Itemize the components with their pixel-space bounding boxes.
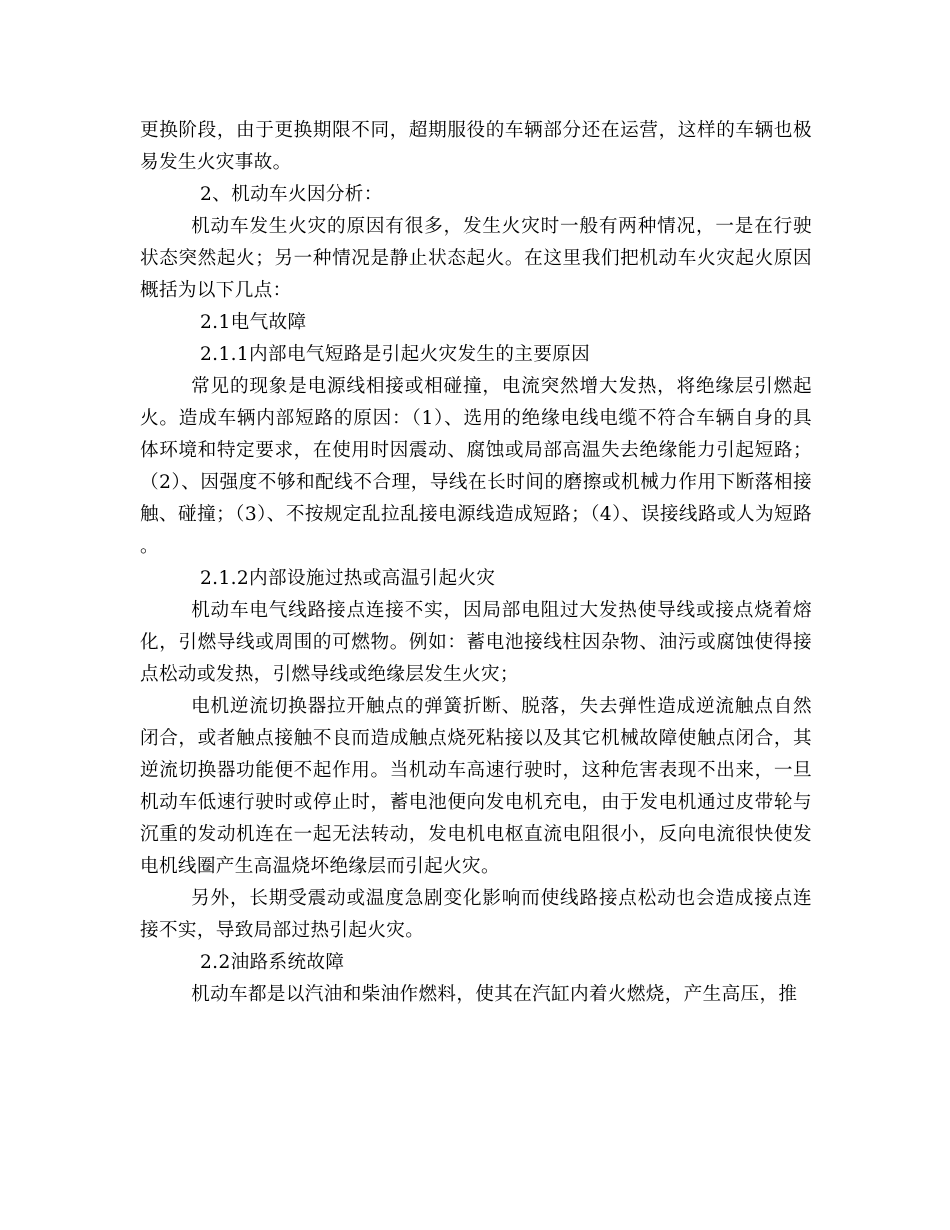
section-heading-2-2: 2.2油路系统故障 (200, 952, 345, 973)
paragraph-overheating: 机动车电气线路接点连接不实，因局部电阻过大发热使导线或接点烧着熔化，引燃导线或周围的可燃物。例如：蓄电池接线柱因杂物、油污或腐蚀使得接点松动或发热，引燃导线或绝缘层发生火灾； (140, 600, 812, 685)
paragraph-reverse-current: 电机逆流切换器拉开触点的弹簧折断、脱落，失去弹性造成逆流触点自然闭合，或者触点接触不良而造成触点烧死粘接以及其它机械故障使触点闭合，其逆流切换器功能便不起作用。当机动车高速行驶时，这种危害表现不出来，一旦机动车低速行驶时或停止时，蓄电池便向发电机充电，由于发电机通过皮带轮与沉重的发动机连在一起无法转动，发电机电枢直流电阻很小，反向电流很快使发电机线圈产生高温烧坏绝缘层而引起火灾。 (140, 696, 812, 877)
paragraph-fuel-system: 机动车都是以汽油和柴油作燃料，使其在汽缸内着火燃烧，产生高压，推 (191, 984, 798, 1005)
section-heading-2: 2、机动车火因分析： (200, 184, 383, 205)
paragraph-loose-contacts: 另外，长期受震动或温度急剧变化影响而使线路接点松动也会造成接点连接不实，导致局部过热引起火灾。 (140, 888, 812, 941)
paragraph-short-circuit: 常见的现象是电源线相接或相碰撞，电流突然增大发热，将绝缘层引燃起火。造成车辆内部短路的原因：（1）、选用的绝缘电线电缆不符合车辆自身的具体环境和特定要求，在使用时因震动、腐蚀或局部高温失去绝缘能力引起短路；（2）、因强度不够和配线不合理，导线在长时间的磨擦或机械力作用下断落相接触、碰撞；（3）、不按规定乱拉乱接电源线造成短路；（4）、误接线路或人为短路。 (140, 376, 812, 557)
section-heading-2-1-1: 2.1.1内部电气短路是引起火灾发生的主要原因 (200, 344, 591, 365)
section-heading-2-1: 2.1电气故障 (200, 312, 307, 333)
paragraph-continuation: 更换阶段，由于更换期限不同，超期服役的车辆部分还在运营，这样的车辆也极易发生火灾事故。 (140, 120, 812, 173)
paragraph-intro: 机动车发生火灾的原因有很多，发生火灾时一般有两种情况，一是在行驶状态突然起火；另一种情况是静止状态起火。在这里我们把机动车火灾起火原因概括为以下几点： (140, 216, 812, 301)
document-body (140, 115, 812, 1011)
section-heading-2-1-2: 2.1.2内部设施过热或高温引起火灾 (200, 568, 496, 589)
